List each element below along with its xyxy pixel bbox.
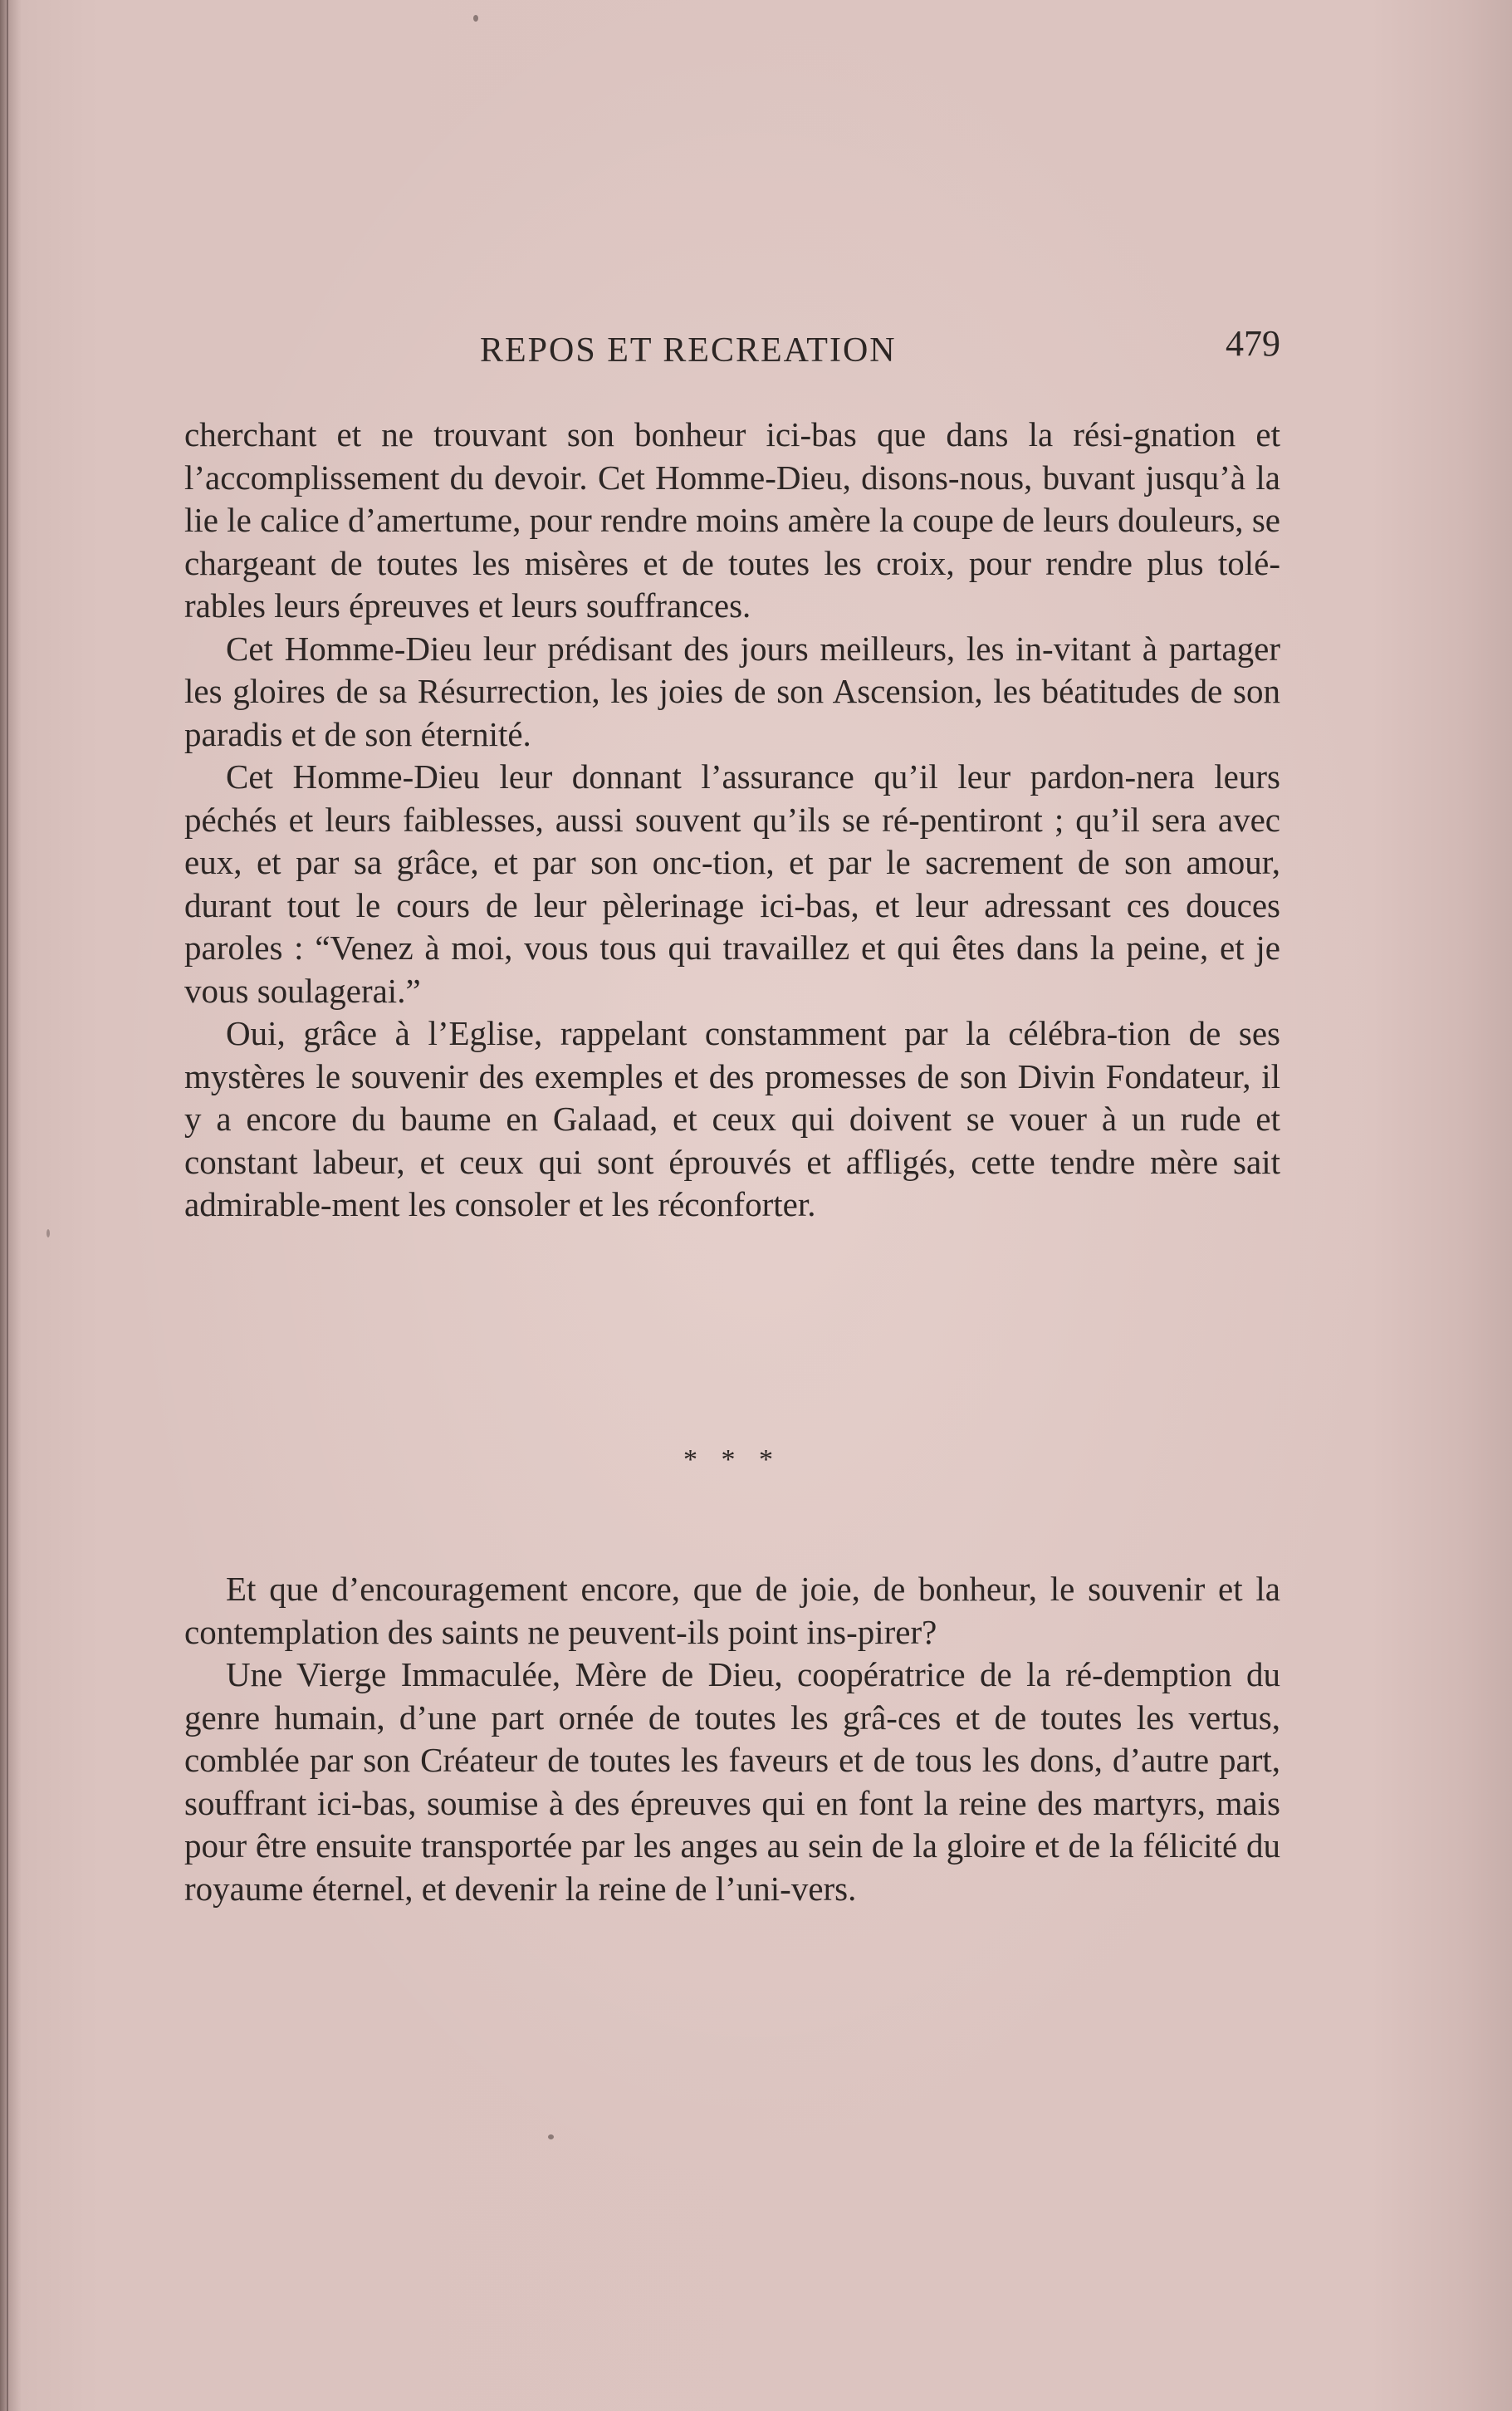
page-number: 479 [1226, 323, 1280, 364]
binding-gutter [7, 0, 8, 2411]
paragraph: Cet Homme-Dieu leur prédisant des jours meilleurs, les in-vitant à partager les gloires de sa Résurrection, les joies de son Ascension, les béatitudes de son paradis et de son éternité. [184, 629, 1280, 753]
body-text-section-2 [184, 1568, 1280, 1910]
paragraph: Et que d’encouragement encore, que de joie, de bonheur, le souvenir et la contemplation des saints ne peuvent-ils point ins-pirer? [184, 1570, 1280, 1651]
paragraph: Cet Homme-Dieu leur donnant l’assurance qu’il leur pardon-nera leurs péchés et leurs faiblesses, aussi souvent qu’ils se ré-pentiront ; qu’il sera avec eux, et par sa grâce, et par son onc-tion, et par le sacrement de son amour, durant tout le cours de leur pèlerinage ici-bas, et leur adressant ces douces paroles : “Venez à moi, vous tous qui travaillez et qui êtes dans la peine, et je vous soulagerai.” [184, 757, 1280, 1010]
ink-speck [548, 2134, 554, 2139]
section-separator: * * * [683, 1444, 781, 1475]
ink-speck [46, 1229, 50, 1237]
body-text-section-1 [184, 414, 1280, 1227]
paragraph: cherchant et ne trouvant son bonheur ici-bas que dans la rési-gnation et l’accomplissement du devoir. Cet Homme-Dieu, disons-nous, buvant jusqu’à la lie le calice d’amertume, pour rendre moins amère la coupe de leurs douleurs, se chargeant de toutes les misères et de toutes les croix, pour rendre plus tolé-rables leurs épreuves et leurs souffrances. [184, 415, 1280, 625]
paragraph: Oui, grâce à l’Eglise, rappelant constamment par la célébra-tion de ses mystères le souvenir des exemples et des promesses de son Divin Fondateur, il y a encore du baume en Galaad, et ceux qui doivent se vouer à un rude et constant labeur, et ceux qui sont éprouvés et affligés, cette tendre mère sait admirable-ment les consoler et les réconforter. [184, 1014, 1280, 1223]
running-header [184, 323, 1280, 375]
paragraph: Une Vierge Immaculée, Mère de Dieu, coopératrice de la ré-demption du genre humain, d’une part ornée de toutes les grâ-ces et de toutes les vertus, comblée par son Créateur de toutes les faveurs et de tous les dons, d’autre part, souffrant ici-bas, soumise à des épreuves qui en font la reine des martyrs, mais pour être ensuite transportée par les anges au sein de la gloire et de la félicité du royaume éternel, et devenir la reine de l’uni-vers. [184, 1655, 1280, 1908]
ink-speck [473, 15, 478, 22]
running-title: REPOS ET RECREATION [480, 331, 897, 370]
